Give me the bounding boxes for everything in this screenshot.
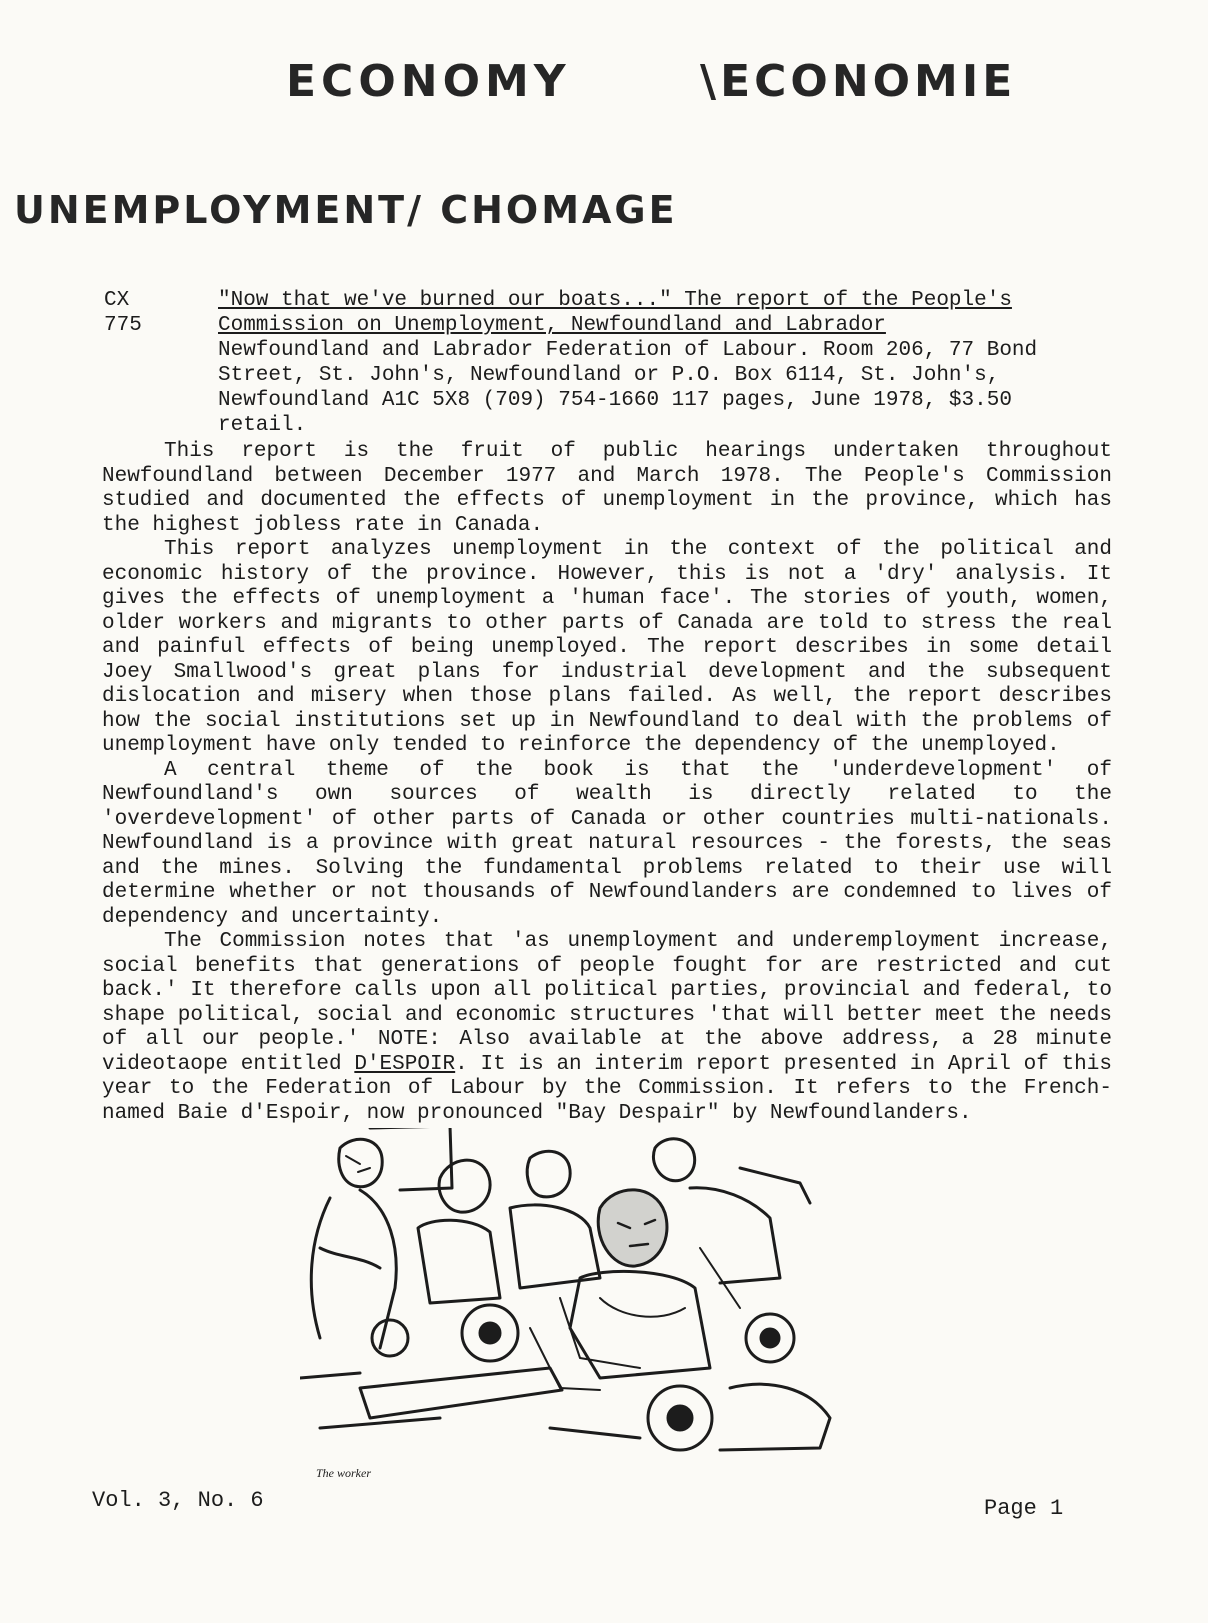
section-title: UNEMPLOYMENT/ CHOMAGE <box>14 188 678 232</box>
page-number: Page 1 <box>984 1496 1064 1521</box>
review-body <box>102 440 1112 1126</box>
citation-publisher: Newfoundland and Labrador Federation of Labour. Room 206, 77 Bond Street, St. John's, Newfoundland or P.O. Box 6114, St. John's, Newfoundland A1C 5X8 (709) 754-1660 117 pages, June 1978, $3.50 retail. <box>218 339 1038 437</box>
header-economy: ECONOMY <box>286 56 571 107</box>
citation-title: "Now that we've burned our boats..." The report of the People's Commission on Unemployment, Newfoundland and Labrador <box>218 289 1012 337</box>
header-economie: \ECONOMIE <box>700 56 1017 107</box>
paragraph-4-end: . It is an interim report presented in April of this year to the Federation of Labour by the Commission. It refers to the French-named Baie d'Espoir, now pronounced "Bay Despair" by Newfoundlanders. <box>102 1052 1112 1125</box>
paragraph-4-text: The Commission notes that 'as unemployment and underemployment increase, social benefits that generations of people fought for are restricted and cut back.' It therefore calls upon all political parties, provincial and federal, to shape political, social and economic structures 'that will better meet the needs of all our people.' NOTE: Also available at the above address, a 28 minute videotaope entitled <box>102 930 1112 1076</box>
volume-number: Vol. 3, No. 6 <box>92 1488 264 1513</box>
citation <box>218 288 1048 438</box>
catalog-code <box>104 288 142 338</box>
catalog-code-prefix: CX <box>104 289 130 312</box>
illustration-caption: The worker <box>316 1466 371 1480</box>
paragraph-3: A central theme of the book is that the 'underdevelopment' of Newfoundland's own sources of wealth is directly related to the 'overdevelopment' of other parts of Canada or other countries multi-nationals. Newfoundland is a province with great natural resources - the forests, the seas and the mines. Solving the fundamental problems related to their use will determine whether or not thousands of Newfoundlanders are condemned to lives of dependency and uncertainty. <box>102 758 1112 929</box>
catalog-code-number: 775 <box>104 314 142 337</box>
film-title: D'ESPOIR <box>354 1052 456 1076</box>
paragraph-2: This report analyzes unemployment in the context of the political and economic history of the province. However, this is not a 'dry' analysis. It gives the effects of unemployment a 'human face'. The stories of youth, women, older workers and migrants to other parts of Canada are told to stress the real and painful effects of being unemployed. The report describes in some detail Joey Smallwood's great plans for industrial development and the subsequent dislocation and misery when those plans failed. As well, the report describes how the social institutions set up in Newfoundland to deal with the problems of unemployment have only tended to reinforce the dependency of the unemployed. <box>102 538 1112 757</box>
paragraph-4 <box>102 930 1112 1126</box>
workers-illustration <box>300 1128 840 1456</box>
paragraph-1: This report is the fruit of public hearings undertaken throughout Newfoundland between December 1977 and March 1978. The People's Commission studied and documented the effects of unemployment in the province, which has the highest jobless rate in Canada. <box>102 440 1112 537</box>
